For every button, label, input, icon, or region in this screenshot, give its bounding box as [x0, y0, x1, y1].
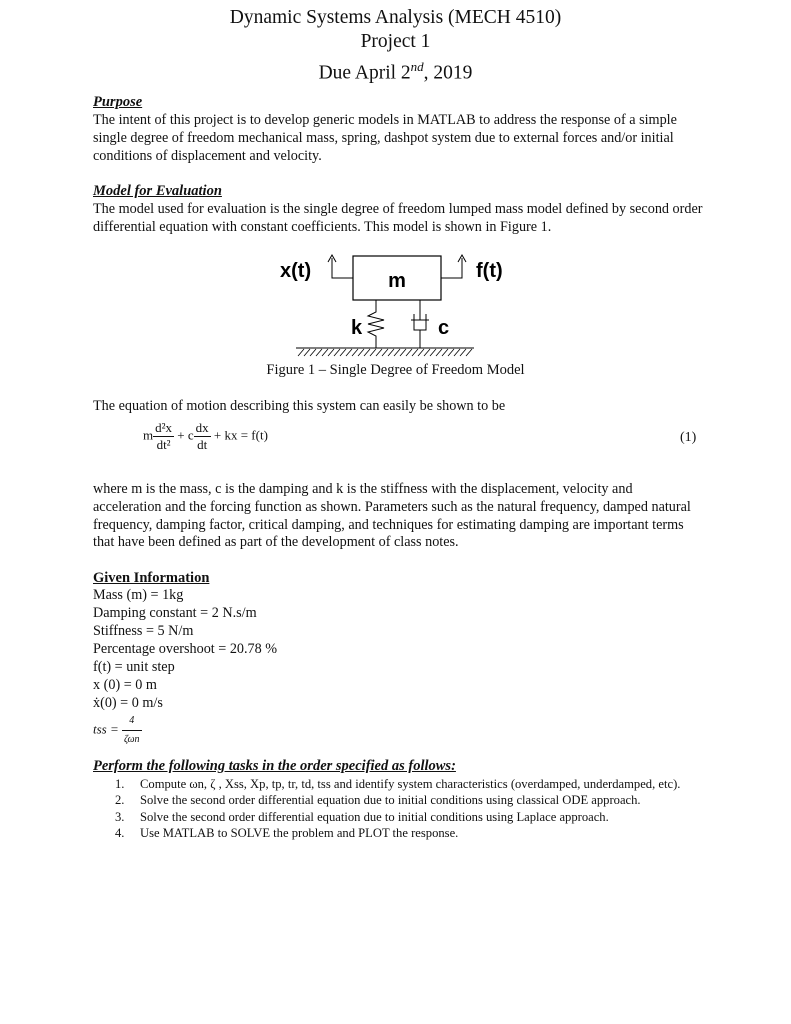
list-item: 4. Use MATLAB to SOLVE the problem and PLOT the response. — [115, 826, 459, 841]
list-item: 3. Solve the second order differential equation due to initial conditions using Laplace approach. — [115, 809, 609, 824]
given-item: ẋ(0) = 0 m/s — [93, 695, 163, 711]
equation-of-motion: m $\frac{\text{d²x}}{\text{dt²}}$ + c $\frac{dx}{dt}$ + kx = f(t) — [143, 420, 268, 452]
tss-formula: tss = $\frac{4}{\text{ζωn}}$ — [93, 712, 277, 749]
project-title: Project 1 — [360, 31, 431, 52]
ground-hatch — [298, 349, 472, 356]
purpose-heading: Purpose — [93, 94, 143, 110]
given-item: x (0) = 0 m — [93, 677, 157, 693]
equation-explanation: where m is the mass, c is the damping and k is the stiffness with the displacement, velocity and acceleration and the forcing function as shown. Parameters such as the natural frequency, damped natural frequency, damping factor, critical damping, and techniques for estimating damping are important terms that have been defined as part of the development of class notes. — [93, 481, 691, 551]
purpose-text: The intent of this project is to develop generic models in MATLAB to address the response of a simple single degree of freedom mechanical mass, spring, dashpot system due to external forces and/or initial conditions of displacement and velocity. — [93, 112, 677, 164]
k-label: k — [351, 317, 363, 339]
f-label: f(t) — [476, 260, 503, 282]
given-item: Percentage overshoot = 20.78 % — [93, 641, 278, 657]
list-item: 2. Solve the second order differential equation due to initial conditions using classical ODE approach. — [115, 793, 641, 808]
given-item: Stiffness = 5 N/m — [93, 623, 194, 639]
tasks-list — [115, 776, 695, 842]
given-item: Mass (m) = 1kg — [93, 587, 184, 603]
damper — [411, 300, 429, 348]
model-text: The model used for evaluation is the single degree of freedom lumped mass model defined by second order differential equation with constant coefficients. This model is shown in Figure 1. — [93, 201, 703, 235]
equation-intro: The equation of motion describing this system can easily be shown to be — [93, 398, 506, 414]
mass-label: m — [388, 270, 406, 292]
tasks-heading: Perform the following tasks in the order specified as follows: — [93, 758, 456, 774]
model-heading: Model for Evaluation — [93, 183, 222, 199]
sdof-figure — [270, 250, 530, 362]
given-item: Damping constant = 2 N.s/m — [93, 605, 257, 621]
c-label: c — [438, 317, 450, 339]
given-list — [93, 586, 277, 749]
course-title: Dynamic Systems Analysis (MECH 4510) — [229, 7, 562, 28]
given-heading: Given Information — [93, 570, 210, 586]
spring — [368, 300, 384, 348]
figure-caption: Figure 1 – Single Degree of Freedom Model — [266, 362, 525, 378]
equation-number: (1) — [680, 430, 697, 445]
due-date: Due April 2nd, 2019 — [318, 59, 473, 84]
given-item: f(t) = unit step — [93, 659, 175, 675]
list-item: 1. Compute ωn, ζ , Xss, Xp, tp, tr, td, tss and identify system characteristics (overdamped, underdamped, etc). — [115, 777, 681, 791]
x-label: x(t) — [280, 260, 312, 282]
